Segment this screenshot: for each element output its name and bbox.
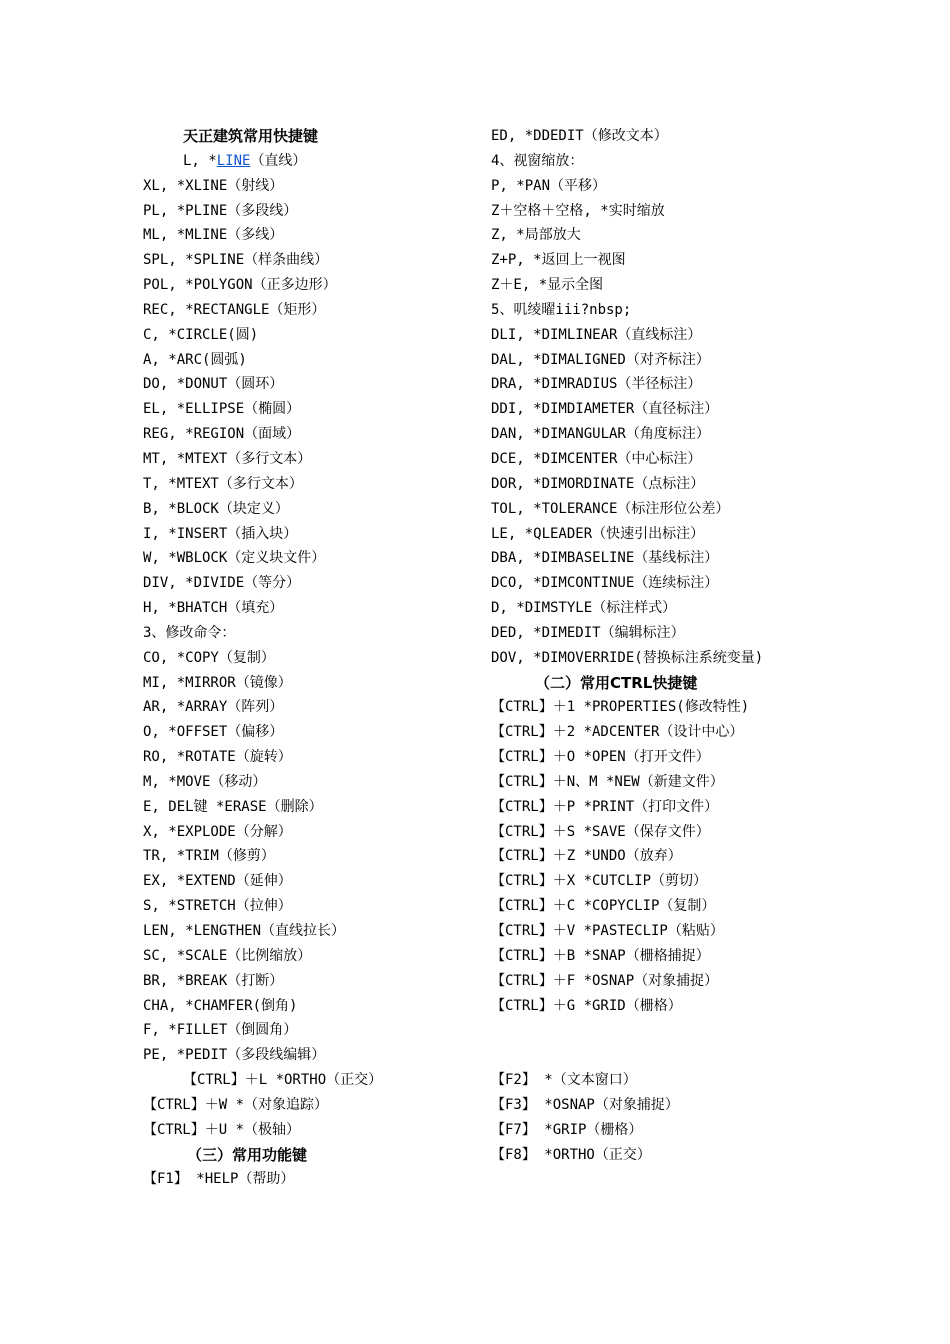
shortcut-line: O, *OFFSET（偏移） (143, 724, 284, 741)
shortcut-line: 【F7】 *GRIP（栅格） (491, 1121, 643, 1138)
shortcut-line: H, *BHATCH（填充） (143, 600, 284, 617)
shortcut-line: ML, *MLINE（多线） (143, 227, 284, 244)
shortcut-line: 【CTRL】＋Z *UNDO（放弃） (491, 848, 682, 865)
shortcut-line: DCO, *DIMCONTINUE（连续标注） (491, 575, 719, 592)
section-heading: （三）常用功能键 (187, 1145, 308, 1164)
shortcut-line: PE, *PEDIT（多段线编辑） (143, 1047, 326, 1064)
shortcut-line: DBA, *DIMBASELINE（基线标注） (491, 550, 719, 567)
right-column (491, 124, 821, 1167)
shortcut-line: TOL, *TOLERANCE（标注形位公差） (491, 500, 730, 517)
shortcut-line: CO, *COPY（复制） (143, 649, 275, 666)
shortcut-line: REG, *REGION（面域） (143, 426, 301, 443)
shortcut-line: I, *INSERT（插入块） (143, 525, 298, 542)
section-heading: （二）常用CTRL快捷键 (535, 673, 698, 692)
shortcut-line: POL, *POLYGON（正多边形） (143, 277, 337, 294)
shortcut-line: DAN, *DIMANGULAR（角度标注） (491, 426, 710, 443)
shortcut-line: TR, *TRIM（修剪） (143, 848, 275, 865)
shortcut-line: 【F8】 *ORTHO（正交） (491, 1146, 651, 1163)
shortcut-line: 5、叽绫曜iii?nbsp; (491, 301, 632, 318)
shortcut-line: 【CTRL】＋2 *ADCENTER（设计中心） (491, 724, 744, 741)
shortcut-line: T, *MTEXT（多行文本） (143, 475, 303, 492)
shortcut-line: W, *WBLOCK（定义块文件） (143, 550, 326, 567)
shortcut-line: 【CTRL】＋S *SAVE（保存文件） (491, 823, 710, 840)
shortcut-line: CHA, *CHAMFER(倒角) (143, 997, 298, 1014)
shortcut-line: LEN, *LENGTHEN（直线拉长） (143, 923, 346, 939)
shortcut-line: 【CTRL】＋O *OPEN（打开文件） (491, 749, 710, 766)
shortcut-line: 【CTRL】＋U *（极轴） (143, 1121, 301, 1138)
shortcut-line: 【F1】 *HELP（帮助） (143, 1171, 295, 1188)
shortcut-line: 【CTRL】＋G *GRID（栅格） (491, 997, 682, 1014)
shortcut-line: DCE, *DIMCENTER（中心标注） (491, 450, 702, 467)
shortcut-line: 【CTRL】＋F *OSNAP（对象捕捉） (491, 972, 719, 989)
shortcut-line: ED, *DDEDIT（修改文本） (491, 128, 668, 144)
shortcut-line: MI, *MIRROR（镜像） (143, 674, 292, 691)
shortcut-line: 【CTRL】＋1 *PROPERTIES(修改特性) (491, 699, 750, 716)
shortcut-line: 【CTRL】＋V *PASTECLIP（粘贴） (491, 923, 724, 939)
shortcut-line: Z, *局部放大 (491, 227, 581, 244)
shortcut-line: 【CTRL】＋B *SNAP（栅格捕捉） (491, 947, 710, 964)
shortcut-line: DRA, *DIMRADIUS（半径标注） (491, 376, 702, 393)
shortcut-line: 【F3】 *OSNAP（对象捕捉） (491, 1096, 679, 1113)
shortcut-line: A, *ARC(圆弧) (143, 351, 247, 368)
shortcut-line: Z＋E, *显示全图 (491, 277, 604, 294)
shortcut-line: E, DEL键 *ERASE（删除） (143, 798, 323, 815)
shortcut-line (491, 1018, 821, 1043)
shortcut-line: SC, *SCALE（比例缩放） (143, 947, 312, 964)
shortcut-line: REC, *RECTANGLE（矩形） (143, 301, 326, 318)
shortcut-line: Z+P, *返回上一视图 (491, 252, 626, 269)
shortcut-line: AR, *ARRAY（阵列） (143, 699, 284, 716)
shortcut-line: S, *STRETCH（拉伸） (143, 898, 292, 915)
shortcut-line: PL, *PLINE（多段线） (143, 202, 298, 219)
shortcut-line: DDI, *DIMDIAMETER（直径标注） (491, 401, 719, 418)
shortcut-line: EL, *ELLIPSE（椭圆） (143, 401, 301, 418)
shortcut-line: DOV, *DIMOVERRIDE(替换标注系统变量) (491, 649, 764, 666)
shortcut-line: XL, *XLINE（射线） (143, 177, 284, 194)
shortcut-line (143, 149, 473, 174)
shortcut-line: 3、修改命令： (143, 624, 236, 641)
shortcut-line: M, *MOVE（移动） (143, 773, 267, 790)
section-heading: 天正建筑常用快捷键 (183, 127, 319, 145)
shortcut-line: EX, *EXTEND（延伸） (143, 873, 292, 890)
left-column (143, 124, 473, 1192)
shortcut-line: D, *DIMSTYLE（标注样式） (491, 600, 677, 617)
shortcut-line: 【F2】 *（文本窗口） (491, 1072, 637, 1089)
shortcut-line: 4、视窗缩放： (491, 152, 584, 169)
shortcut-line: P, *PAN（平移） (491, 177, 607, 194)
line-link[interactable]: LINE (216, 152, 251, 169)
line-text: L, * (183, 152, 217, 169)
shortcut-line: DIV, *DIVIDE（等分） (143, 575, 301, 592)
shortcut-line: SPL, *SPLINE（样条曲线） (143, 252, 329, 269)
shortcut-line: LE, *QLEADER（快速引出标注） (491, 525, 705, 542)
shortcut-line: MT, *MTEXT（多行文本） (143, 450, 312, 467)
shortcut-line: X, *EXPLODE（分解） (143, 823, 292, 840)
shortcut-line: Z＋空格＋空格, *实时缩放 (491, 202, 665, 219)
shortcut-line: 【CTRL】＋L *ORTHO（正交） (183, 1072, 383, 1089)
shortcut-line: DOR, *DIMORDINATE（点标注） (491, 475, 705, 492)
line-text: （直线） (250, 152, 307, 169)
shortcut-line: 【CTRL】＋X *CUTCLIP（剪切） (491, 873, 708, 890)
shortcut-line: B, *BLOCK（块定义） (143, 500, 289, 517)
shortcut-line: BR, *BREAK（打断） (143, 972, 284, 989)
shortcut-line: 【CTRL】＋W *（对象追踪） (143, 1096, 329, 1113)
shortcut-line: RO, *ROTATE（旋转） (143, 749, 292, 766)
shortcut-line: 【CTRL】＋P *PRINT（打印文件） (491, 798, 719, 815)
shortcut-line: 【CTRL】＋C *COPYCLIP（复制） (491, 898, 716, 915)
shortcut-line: 【CTRL】＋N、M *NEW（新建文件） (491, 773, 724, 790)
shortcut-line: DED, *DIMEDIT（编辑标注） (491, 624, 685, 641)
shortcut-line: F, *FILLET（倒圆角） (143, 1022, 298, 1039)
shortcut-line: DO, *DONUT（圆环） (143, 376, 284, 393)
shortcut-line: DLI, *DIMLINEAR（直线标注） (491, 326, 702, 343)
shortcut-line: DAL, *DIMALIGNED（对齐标注） (491, 351, 710, 368)
shortcut-line (491, 1043, 821, 1068)
shortcut-line: C, *CIRCLE(圆) (143, 326, 259, 343)
